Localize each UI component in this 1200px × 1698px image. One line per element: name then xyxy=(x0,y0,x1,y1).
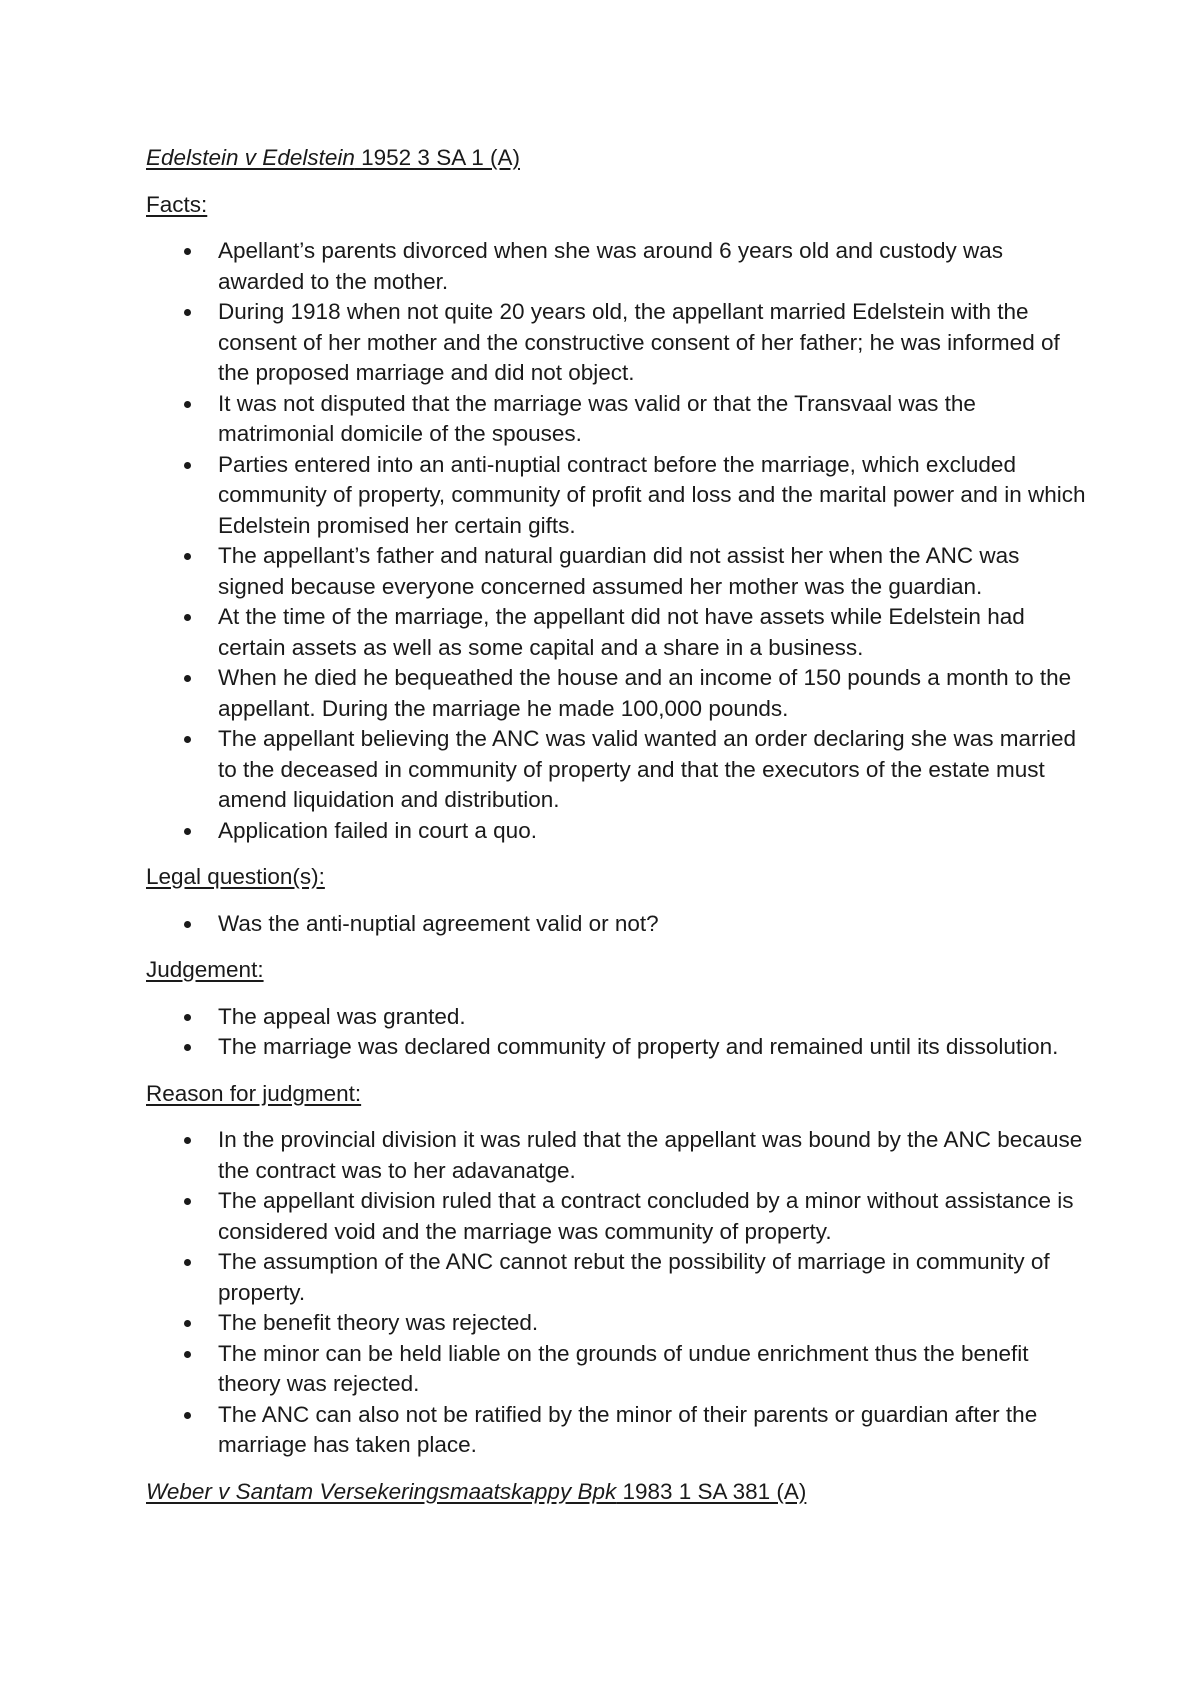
reason-list xyxy=(146,1125,1086,1461)
list-item: The assumption of the ANC cannot rebut the possibility of marriage in community of property. xyxy=(146,1247,1086,1308)
list-item: The benefit theory was rejected. xyxy=(146,1308,1086,1339)
facts-list xyxy=(146,236,1086,846)
list-item: The appeal was granted. xyxy=(146,1002,1086,1033)
list-item: At the time of the marriage, the appellant did not have assets while Edelstein had certain assets as well as some capital and a share in a business. xyxy=(146,602,1086,663)
list-item: The ANC can also not be ratified by the minor of their parents or guardian after the marriage has taken place. xyxy=(146,1400,1086,1461)
list-item: It was not disputed that the marriage was valid or that the Transvaal was the matrimonial domicile of the spouses. xyxy=(146,389,1086,450)
case-citation: 1983 1 SA 381 (A) xyxy=(616,1478,807,1504)
facts-heading: Facts: xyxy=(146,191,208,217)
reason-heading: Reason for judgment: xyxy=(146,1080,362,1106)
document-page xyxy=(146,143,1086,1507)
list-item: The appellant division ruled that a contract concluded by a minor without assistance is considered void and the marriage was community of property. xyxy=(146,1186,1086,1247)
case-citation: 1952 3 SA 1 (A) xyxy=(354,145,520,170)
case-title-edelstein xyxy=(146,143,1086,174)
judgement-heading: Judgement: xyxy=(146,957,264,982)
list-item: Parties entered into an anti-nuptial contract before the marriage, which excluded community of property, community of profit and loss and the marital power and in which Edelstein promised her certain gifts. xyxy=(146,450,1086,542)
list-item: In the provincial division it was ruled that the appellant was bound by the ANC because the contract was to her adavanatge. xyxy=(146,1125,1086,1186)
list-item: Application failed in court a quo. xyxy=(146,816,1086,847)
list-item: The appellant believing the ANC was valid wanted an order declaring she was married to the deceased in community of property and that the executors of the estate must amend liquidation and distribution. xyxy=(146,724,1086,816)
legal-questions-list xyxy=(146,909,1086,940)
list-item: The marriage was declared community of property and remained until its dissolution. xyxy=(146,1032,1086,1063)
list-item: During 1918 when not quite 20 years old, the appellant married Edelstein with the consent of her mother and the constructive consent of her father; he was informed of the proposed marriage and did not object. xyxy=(146,297,1086,389)
judgement-list xyxy=(146,1002,1086,1063)
list-item: Apellant’s parents divorced when she was around 6 years old and custody was awarded to the mother. xyxy=(146,236,1086,297)
list-item: Was the anti-nuptial agreement valid or not? xyxy=(146,909,1086,940)
list-item: The minor can be held liable on the grounds of undue enrichment thus the benefit theory was rejected. xyxy=(146,1339,1086,1400)
case-name: Weber v Santam Versekeringsmaatskappy Bpk xyxy=(146,1478,617,1504)
list-item: The appellant’s father and natural guardian did not assist her when the ANC was signed because everyone concerned assumed her mother was the guardian. xyxy=(146,541,1086,602)
case-name: Edelstein v Edelstein xyxy=(146,145,355,170)
case-title-weber xyxy=(146,1477,1086,1508)
list-item: When he died he bequeathed the house and an income of 150 pounds a month to the appellant. During the marriage he made 100,000 pounds. xyxy=(146,663,1086,724)
legal-questions-heading: Legal question(s): xyxy=(146,864,325,889)
